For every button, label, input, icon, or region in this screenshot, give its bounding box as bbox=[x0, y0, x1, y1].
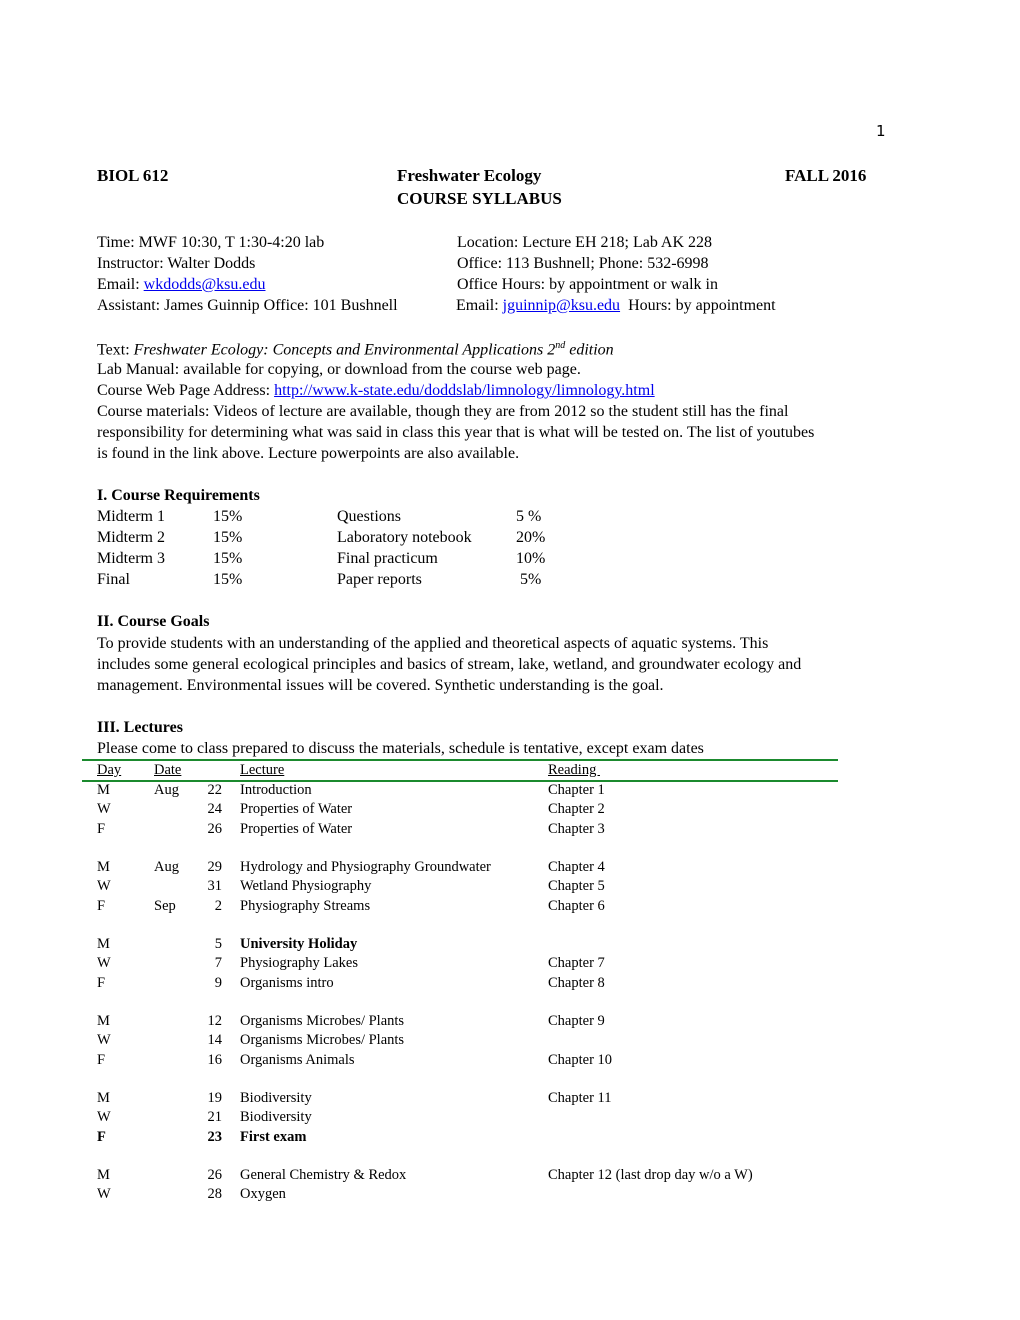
web-page-label: Course Web Page Address: bbox=[97, 382, 275, 399]
schedule-reading: Chapter 4 bbox=[548, 859, 605, 875]
schedule-day: M bbox=[97, 782, 110, 798]
syllabus-heading: COURSE SYLLABUS bbox=[397, 189, 562, 208]
column-lecture: Lecture bbox=[240, 762, 285, 778]
course-materials-line: Course materials: Videos of lecture are available, though they are from 2012 so the student still has the final bbox=[97, 403, 789, 420]
textbook-edition-sup: nd bbox=[555, 340, 566, 351]
lectures-heading: III. Lectures bbox=[97, 719, 183, 736]
schedule-reading: Chapter 3 bbox=[548, 821, 605, 837]
requirement-pct: 15% bbox=[213, 508, 243, 525]
schedule-lecture: Organisms Microbes/ Plants bbox=[240, 1013, 405, 1029]
requirement-pct: 5 % bbox=[516, 508, 542, 525]
textbook-title: Freshwater Ecology: Concepts and Environmental Applications 2 bbox=[133, 341, 556, 359]
web-page-line bbox=[97, 382, 655, 400]
requirements-heading: I. Course Requirements bbox=[97, 487, 260, 504]
schedule-reading: Chapter 7 bbox=[548, 955, 605, 971]
schedule-day: F bbox=[97, 1129, 106, 1145]
schedule-day: W bbox=[97, 801, 111, 817]
schedule-day: F bbox=[97, 975, 106, 991]
schedule-date: 7 bbox=[214, 955, 222, 971]
lab-manual: Lab Manual: available for copying, or download from the course web page. bbox=[97, 361, 581, 378]
course-materials-line: is found in the link above. Lecture powerpoints are also available. bbox=[97, 445, 520, 462]
requirement-pct: 20% bbox=[516, 529, 546, 546]
goals-heading: II. Course Goals bbox=[97, 613, 210, 630]
schedule-row bbox=[97, 1052, 837, 1071]
requirement-item: Midterm 2 bbox=[97, 529, 165, 546]
schedule-lecture: Oxygen bbox=[240, 1186, 286, 1202]
requirement-pct: 5% bbox=[516, 571, 542, 588]
schedule-row bbox=[97, 1032, 837, 1051]
schedule-reading: Chapter 11 bbox=[548, 1090, 612, 1106]
class-location: Location: Lecture EH 218; Lab AK 228 bbox=[457, 234, 713, 251]
schedule-lecture: Properties of Water bbox=[240, 801, 353, 817]
schedule-date: 21 bbox=[207, 1109, 222, 1125]
schedule-lecture: Hydrology and Physiography Groundwater bbox=[240, 859, 491, 875]
instructor-email-link[interactable]: wkdodds@ksu.edu bbox=[143, 276, 266, 293]
schedule-lecture: Organisms intro bbox=[240, 975, 334, 991]
schedule-row bbox=[97, 859, 837, 878]
requirement-item: Midterm 3 bbox=[97, 550, 165, 567]
schedule-lecture: University Holiday bbox=[240, 936, 358, 952]
schedule-reading: Chapter 9 bbox=[548, 1013, 605, 1029]
schedule-date: 23 bbox=[207, 1129, 222, 1145]
schedule-day: M bbox=[97, 936, 110, 952]
column-date: Date bbox=[154, 762, 182, 778]
schedule-day: M bbox=[97, 1090, 110, 1106]
requirement-pct: 15% bbox=[213, 571, 243, 588]
schedule-reading: Chapter 5 bbox=[548, 878, 605, 894]
schedule-date: 19 bbox=[207, 1090, 222, 1106]
office-hours: Office Hours: by appointment or walk in bbox=[457, 276, 718, 293]
requirement-pct: 15% bbox=[213, 529, 243, 546]
schedule-date: 2 bbox=[214, 898, 222, 914]
schedule-day: F bbox=[97, 1052, 106, 1068]
schedule-row bbox=[97, 1109, 837, 1128]
schedule-date: 14 bbox=[207, 1032, 222, 1048]
schedule-day: W bbox=[97, 1032, 111, 1048]
schedule-date: 31 bbox=[207, 878, 222, 894]
assistant-email-label: Email: bbox=[456, 297, 503, 314]
schedule-date: 26 bbox=[207, 1167, 222, 1183]
schedule-lecture: First exam bbox=[240, 1129, 307, 1145]
textbook-line bbox=[97, 340, 614, 359]
schedule-day: F bbox=[97, 821, 106, 837]
requirement-item: Final practicum bbox=[337, 550, 438, 567]
class-time: Time: MWF 10:30, T 1:30-4:20 lab bbox=[97, 234, 325, 251]
schedule-header bbox=[97, 762, 837, 781]
schedule-row bbox=[97, 898, 837, 917]
requirement-item: Midterm 1 bbox=[97, 508, 165, 525]
schedule-day: F bbox=[97, 898, 106, 914]
schedule-lecture: Organisms Microbes/ Plants bbox=[240, 1032, 405, 1048]
goals-line: management. Environmental issues will be covered. Synthetic understanding is the goal. bbox=[97, 677, 664, 694]
schedule-lecture: Organisms Animals bbox=[240, 1052, 355, 1068]
schedule-date: 9 bbox=[214, 975, 222, 991]
assistant-email-line bbox=[456, 297, 776, 315]
schedule-day: M bbox=[97, 1013, 110, 1029]
schedule-row bbox=[97, 1013, 837, 1032]
schedule-day: M bbox=[97, 859, 110, 875]
web-page-link[interactable]: http://www.k-state.edu/doddslab/limnology/limnology.html bbox=[274, 382, 655, 399]
lectures-intro: Please come to class prepared to discuss the materials, schedule is tentative, except exam dates bbox=[97, 740, 704, 757]
schedule-date: 29 bbox=[207, 859, 222, 875]
schedule-date: 12 bbox=[207, 1013, 222, 1029]
schedule-date: 28 bbox=[207, 1186, 222, 1202]
schedule-row bbox=[97, 878, 837, 897]
instructor-office: Office: 113 Bushnell; Phone: 532-6998 bbox=[457, 255, 709, 272]
requirement-item: Final bbox=[97, 571, 130, 588]
textbook-edition: edition bbox=[565, 341, 614, 359]
schedule-lecture: General Chemistry & Redox bbox=[240, 1167, 407, 1183]
schedule-row bbox=[97, 782, 837, 801]
schedule-day: W bbox=[97, 878, 111, 894]
schedule-row bbox=[97, 975, 837, 994]
instructor-email-line bbox=[97, 276, 266, 294]
schedule-date: 26 bbox=[207, 821, 222, 837]
schedule-month: Aug bbox=[154, 782, 179, 798]
schedule-row bbox=[97, 1090, 837, 1109]
schedule-row bbox=[97, 821, 837, 840]
requirement-pct: 15% bbox=[213, 550, 243, 567]
schedule-row bbox=[97, 936, 837, 955]
assistant-hours: Hours: by appointment bbox=[620, 297, 776, 314]
schedule-row bbox=[97, 955, 837, 974]
schedule-reading: Chapter 12 (last drop day w/o a W) bbox=[548, 1167, 753, 1183]
requirement-pct: 10% bbox=[516, 550, 546, 567]
requirement-item: Questions bbox=[337, 508, 401, 525]
schedule-row bbox=[97, 1167, 837, 1186]
goals-line: To provide students with an understanding of the applied and theoretical aspects of aquatic systems. This bbox=[97, 635, 769, 652]
schedule-lecture: Physiography Lakes bbox=[240, 955, 358, 971]
schedule-reading: Chapter 8 bbox=[548, 975, 605, 991]
course-title: Freshwater Ecology bbox=[397, 166, 542, 185]
requirement-item: Paper reports bbox=[337, 571, 422, 588]
requirement-item: Laboratory notebook bbox=[337, 529, 472, 546]
assistant-email-link[interactable]: jguinnip@ksu.edu bbox=[502, 297, 621, 314]
assistant-info: Assistant: James Guinnip Office: 101 Bushnell bbox=[97, 297, 398, 314]
textbook-label: Text: bbox=[97, 341, 134, 359]
schedule-date: 5 bbox=[214, 936, 222, 952]
schedule-date: 24 bbox=[207, 801, 222, 817]
schedule-lecture: Physiography Streams bbox=[240, 898, 371, 914]
schedule-month: Sep bbox=[154, 898, 176, 914]
schedule-day: M bbox=[97, 1167, 110, 1183]
schedule-day: W bbox=[97, 955, 111, 971]
schedule-reading: Chapter 10 bbox=[548, 1052, 613, 1068]
goals-line: includes some general ecological principles and basics of stream, lake, wetland, and groundwater ecology and bbox=[97, 656, 802, 673]
course-materials-line: responsibility for determining what was said in class this year that is what will be tested on. The list of youtubes bbox=[97, 424, 815, 441]
schedule-row bbox=[97, 801, 837, 820]
column-reading: Reading bbox=[548, 762, 600, 778]
schedule-reading: Chapter 2 bbox=[548, 801, 605, 817]
schedule-day: W bbox=[97, 1109, 111, 1125]
schedule-lecture: Properties of Water bbox=[240, 821, 353, 837]
schedule-lecture: Wetland Physiography bbox=[240, 878, 372, 894]
schedule-row bbox=[97, 1129, 837, 1148]
page-number: 1 bbox=[876, 122, 886, 140]
course-code: BIOL 612 bbox=[97, 166, 169, 185]
schedule-reading: Chapter 1 bbox=[548, 782, 605, 798]
course-term: FALL 2016 bbox=[785, 166, 867, 185]
schedule-day: W bbox=[97, 1186, 111, 1202]
schedule-lecture: Biodiversity bbox=[240, 1109, 312, 1125]
column-day: Day bbox=[97, 762, 122, 778]
schedule-lecture: Biodiversity bbox=[240, 1090, 312, 1106]
schedule-row bbox=[97, 1186, 837, 1205]
instructor-name: Instructor: Walter Dodds bbox=[97, 255, 256, 272]
schedule-date: 22 bbox=[207, 782, 222, 798]
schedule-date: 16 bbox=[207, 1052, 222, 1068]
schedule-lecture: Introduction bbox=[240, 782, 312, 798]
table-top-rule bbox=[82, 759, 838, 761]
schedule-reading: Chapter 6 bbox=[548, 898, 605, 914]
schedule-month: Aug bbox=[154, 859, 179, 875]
email-label: Email: bbox=[97, 276, 144, 293]
